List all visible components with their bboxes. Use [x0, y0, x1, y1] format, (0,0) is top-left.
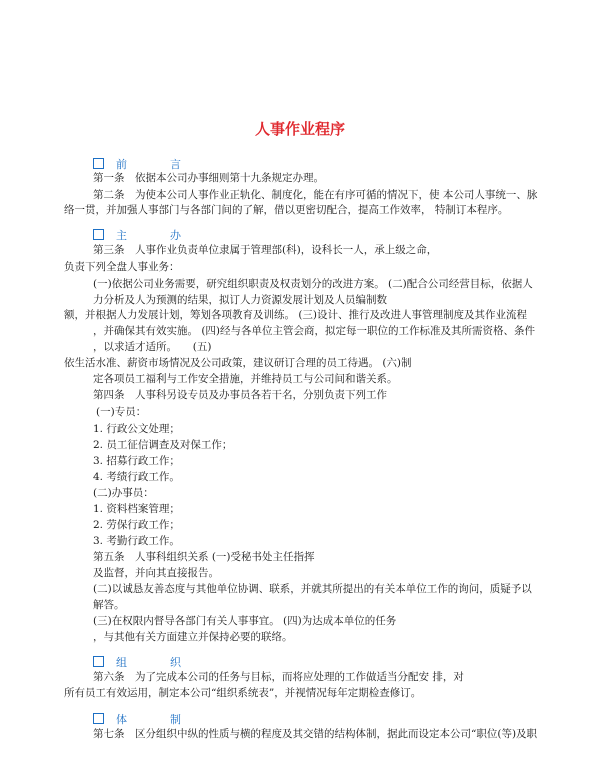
checkbox-square-icon	[93, 229, 104, 240]
text-line: (二)以诚恳友善态度与其他单位协调、联系，并就其所提出的有关本单位工作的询问，质疑予以	[93, 583, 532, 595]
text-line: 额，并根据人力发展计划，筹划各项教育及训练。 (三)设计、推行及改进人事管理制度及其作业流程	[64, 309, 528, 321]
text-line: ，与其他有关方面建立并保持必要的联络。	[93, 631, 293, 643]
list-item: 2. 员工征信调查及对保工作；	[93, 439, 233, 451]
text-line: ，以求适才适所。 (五)	[93, 341, 212, 353]
text-line: 依生活水准、薪资市场情况及公司政策，建议研订合理的员工待遇。 (六)制	[64, 357, 412, 369]
text-line: 第五条 人事科组织关系 (一)受秘书处主任指挥	[93, 551, 315, 563]
text-line: 定各项员工福利与工作安全措施，并维持员工与公司间和谐关系。	[93, 373, 398, 385]
section-heading-system: 体 制	[93, 711, 197, 727]
section-heading-organization: 组 织	[93, 654, 197, 670]
list-item: 2. 劳保行政工作；	[93, 519, 180, 531]
text-line: (二)办事员：	[93, 487, 154, 499]
text-line: 所有员工有效运用，制定本公司“组织系统表”，并视情况每年定期检查修订。	[64, 687, 422, 699]
document-title: 人事作业程序	[254, 120, 345, 138]
list-item: 3. 考勤行政工作。	[93, 535, 180, 547]
text-line: 第三条 人事作业负责单位隶属于管理部(科)，设科长一人，承上级之命，	[93, 244, 438, 256]
text-line: 第六条 为了完成本公司的任务与目标，而将应处理的工作做适当分配安 排，对	[93, 671, 464, 683]
section-heading-preface: 前 言	[93, 156, 197, 172]
text-line: 第七条 区分组织中纵的性质与横的程度及其交错的结构体制，据此而设定本公司“职位(等)及职	[93, 728, 538, 740]
text-line: 负责下列全盘人事业务：	[64, 261, 180, 273]
text-line: 力分析及人为预测的结果，拟订人力资源发展计划及人员编制数	[93, 294, 387, 306]
checkbox-square-icon	[93, 158, 104, 169]
text-line: 第二条 为使本公司人事作业正轨化、制度化，能在有序可循的情况下，使 本公司人事统一、脉	[93, 189, 538, 201]
text-line: (一)专员：	[96, 406, 147, 418]
checkbox-square-icon	[93, 713, 104, 724]
text-line: 第四条 人事科另设专员及办事员各若干名，分别负责下列工作	[93, 389, 387, 401]
text-line: 第一条 依据本公司办事细则第十九条规定办理。	[93, 172, 324, 184]
text-line: 及监督，并向其直接报告。	[93, 567, 219, 579]
section-heading-main: 主 办	[93, 227, 197, 243]
list-item: 1. 资料档案管理；	[93, 503, 180, 515]
text-line: 络一贯，并加强人事部门与各部门间的了解，借以更密切配合，提高工作效率， 特制订本程序。	[64, 204, 509, 216]
text-line: 解答。	[93, 599, 125, 611]
checkbox-square-icon	[93, 656, 104, 667]
list-item: 3. 招募行政工作；	[93, 455, 180, 467]
list-item: 4. 考绩行政工作。	[93, 471, 180, 483]
text-line: (一)依据公司业务需要，研究组织职责及权责划分的改进方案。 (二)配合公司经营目标，依据人	[93, 278, 533, 290]
list-item: 1. 行政公文处理；	[93, 423, 180, 435]
text-line: ，并确保其有效实施。 (四)经与各单位主管会商，拟定每一职位的工作标准及其所需资格、条件	[93, 325, 536, 337]
text-line: (三)在权限内督导各部门有关人事事宜。 (四)为达成本单位的任务	[93, 615, 397, 627]
